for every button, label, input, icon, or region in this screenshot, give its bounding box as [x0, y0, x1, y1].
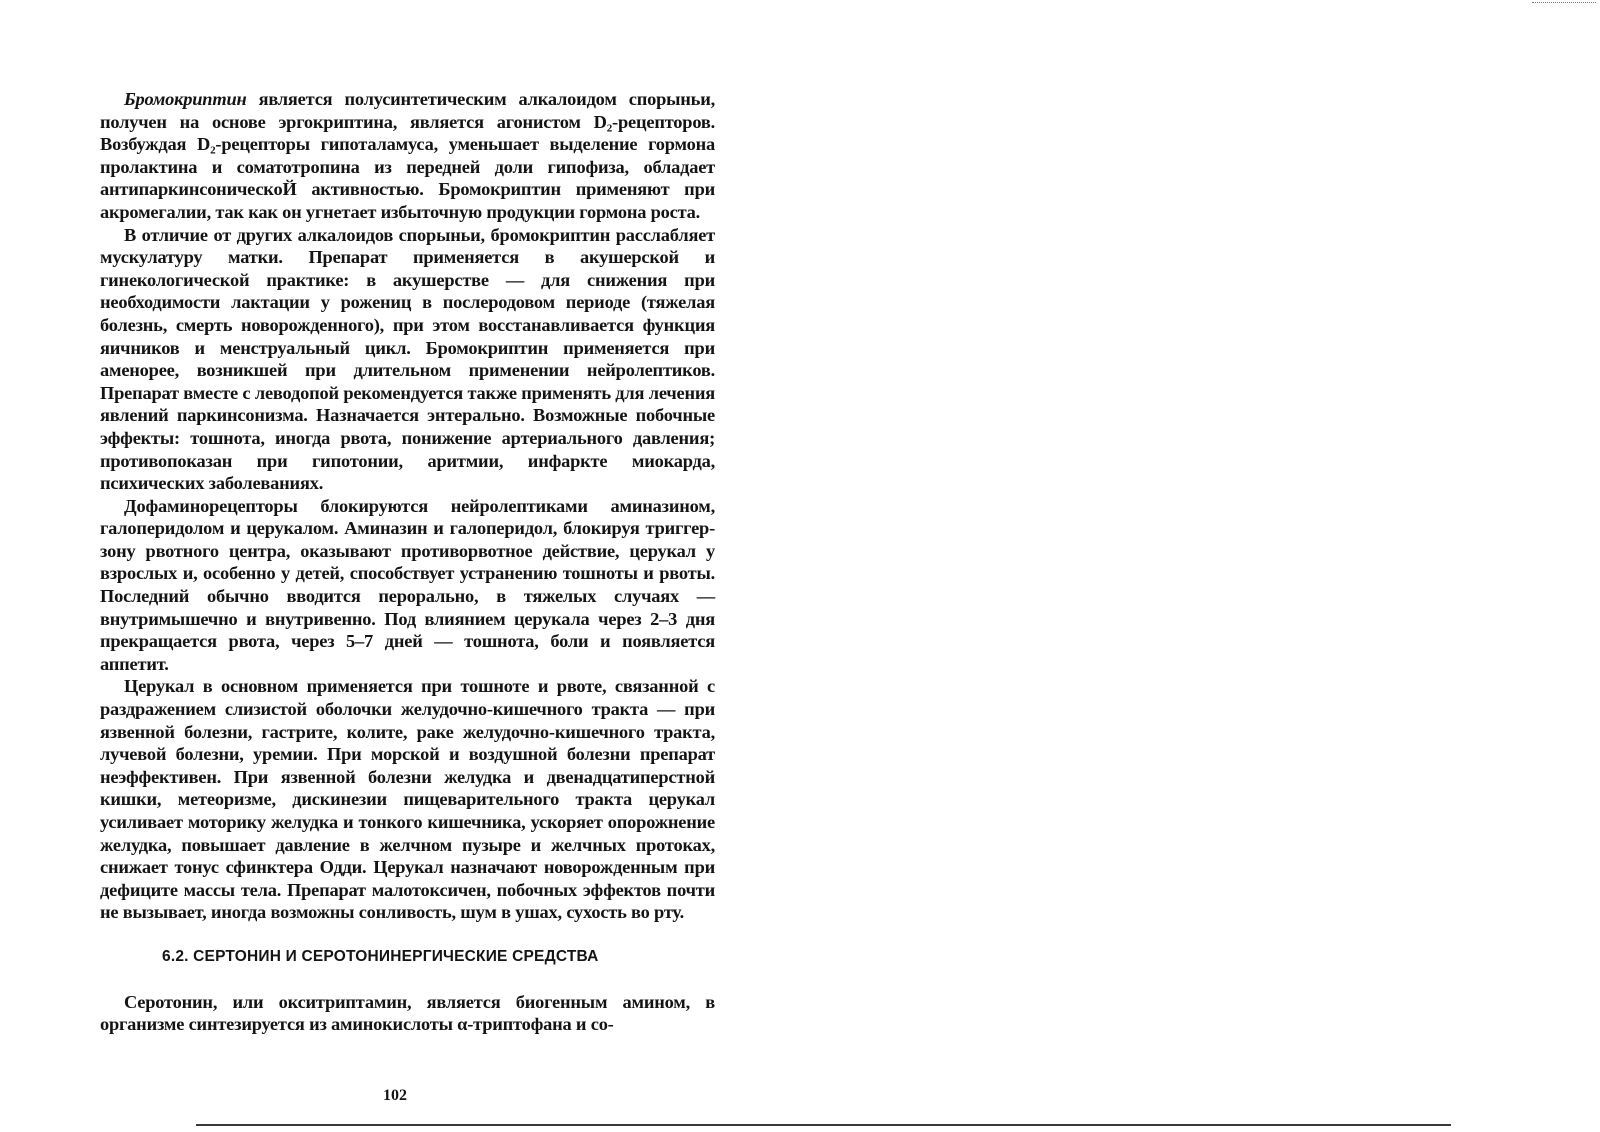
paragraph-serotonin-intro: Серотонин, или окситриптамин, является биогенным амином, в организме синтезируется из аминокислоты α-триптофана и со- [100, 991, 715, 1035]
scan-corner-rule [1532, 2, 1596, 3]
top-spacer [100, 64, 715, 88]
section-heading: 6.2. СЕРТОНИН И СЕРОТОНИНЕРГИЧЕСКИЕ СРЕДСТВА [162, 947, 599, 965]
page-number-left: 102 [383, 1087, 407, 1104]
left-page-body [100, 64, 715, 1036]
paragraph-dopamine-receptors: Дофаминорецепторы блокируются нейролептиками аминазином, галоперидолом и церукалом. Аминазин и галоперидол, блокируя триггер-зону рвотного центра, оказывают противорвотное действие, церукал у взрослых и, особенно у детей, способствует устранению тошноты и рвоты. Последний обычно вводится перорально, в тяжелых случаях — внутримышечно и внутривенно. Под влиянием церукала через 2–3 дня прекращается рвота, через 5–7 дней — тошнота, боли и появляется аппетит. [100, 495, 715, 674]
paragraph-text: является полусинтетическим алкалоидом спорыньи, получен на основе эргокриптина, является агонистом D₂-рецепторов. Возбуждая D₂-рецепторы гипоталамуса, уменьшает выделение гормона пролактина и соматотропина из передней доли гипофиза, обладает антипаркинсоническоЙ активностью. Бромокриптин применяют при акромегалии, так как он угнетает избыточную продукции гормона роста. [100, 89, 715, 222]
lead-term: Бромокриптин [124, 89, 247, 109]
scan-bottom-rule [196, 1124, 1451, 1126]
paragraph-bromocriptine [100, 88, 715, 224]
right-page [800, 0, 1600, 1132]
paragraph-cerucal: Церукал в основном применяется при тошноте и рвоте, связанной с раздражением слизистой оболочки желудочно-кишечного тракта — при язвенной болезни, гастрите, колите, раке желудочно-кишечного тракта, лучевой болезни, уремии. При морской и воздушной болезни препарат неэффективен. При язвенной болезни желудка и двенадцатиперстной кишки, метеоризме, дискинезии пищеварительного тракта церукал усиливает моторику желудка и тонкого кишечника, ускоряет опорожнение желудка, повышает давление в желчном пузыре и желчных протоках, снижает тонус сфинктера Одди. Церукал назначают новорожденным при дефиците массы тела. Препарат малотоксичен, побочных эффектов почти не вызывает, иногда возможны сонливость, шум в ушах, сухость во рту. [100, 676, 715, 923]
paragraph-bromocriptine-uterus: В отличие от других алкалоидов спорыньи, бромокриптин расслабляет мускулатуру матки. Препарат применяется в акушерской и гинекологической практике: в акушерстве — для снижения при необходимости лактации у рожениц в послеродовом периоде (тяжелая болезнь, смерть новорожденного), при этом восстанавливается функция яичников и менструальный цикл. Бромокриптин применяется при аменорее, возникшей при длительном применении нейролептиков. Препарат вместе с леводопой рекомендуется также применять для лечения явлений паркинсонизма. Назначается энтерально. Возможные побочные эффекты: тошнота, иногда рвота, понижение артериального давления; противопоказан при гипотонии, аритмии, инфаркте миокарда, психических заболеваниях. [100, 224, 715, 494]
